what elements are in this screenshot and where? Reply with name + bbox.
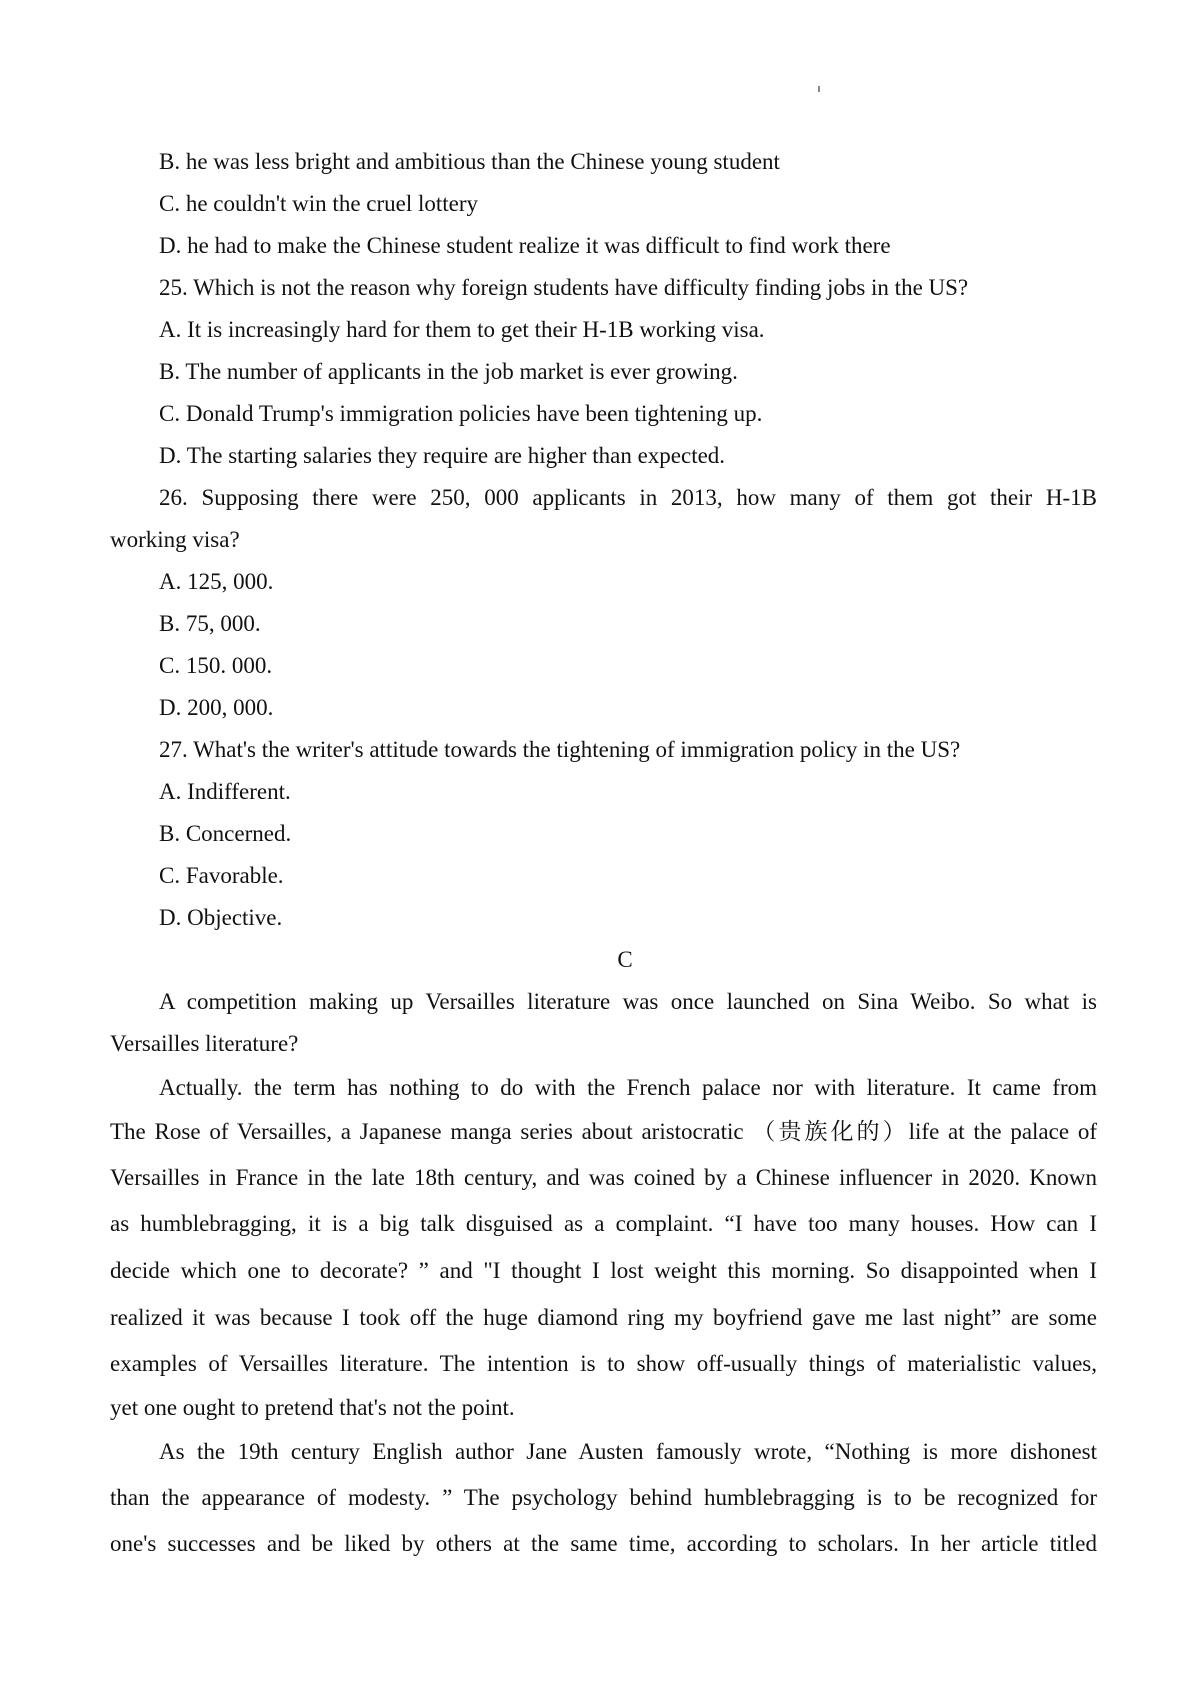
q24-option-d: D. he had to make the Chinese student realize it was difficult to find work there — [159, 233, 891, 258]
passage-line: realized it was because I took off the huge diamond ring my boyfriend gave me last night” are some — [110, 1305, 1097, 1330]
q26-option-b: B. 75, 000. — [159, 611, 261, 636]
q24-option-c: C. he couldn't win the cruel lottery — [159, 191, 479, 216]
passage-line: As the 19th century English author Jane Austen famously wrote, “Nothing is more dishonest — [159, 1439, 1097, 1464]
q25-option-d: D. The starting salaries they require are higher than expected. — [159, 443, 726, 468]
q26-option-d: D. 200, 000. — [159, 695, 274, 720]
q25-question: 25. Which is not the reason why foreign students have difficulty finding jobs in the US? — [159, 275, 969, 300]
q27-option-b: B. Concerned. — [159, 821, 292, 846]
q25-option-c: C. Donald Trump's immigration policies have been tightening up. — [159, 401, 763, 426]
passage-line: examples of Versailles literature. The intention is to show off-usually things of materialistic values, — [110, 1351, 1097, 1376]
passage-line: The Rose of Versailles, a Japanese manga series about aristocratic （贵族化的）life at the palace of — [110, 1119, 1097, 1144]
q27-question: 27. What's the writer's attitude towards the tightening of immigration policy in the US? — [159, 737, 961, 762]
q27-option-d: D. Objective. — [159, 905, 283, 930]
scan-mark — [818, 86, 820, 92]
passage-line: Actually. the term has nothing to do with the French palace nor with literature. It came from — [159, 1075, 1097, 1100]
q26-question-line2: working visa? — [110, 527, 240, 552]
q27-option-a: A. Indifferent. — [159, 779, 291, 804]
q24-option-b: B. he was less bright and ambitious than the Chinese young student — [159, 149, 780, 174]
q27-option-c: C. Favorable. — [159, 863, 284, 888]
q26-option-c: C. 150. 000. — [159, 653, 273, 678]
passage-line: yet one ought to pretend that's not the point. — [110, 1395, 515, 1420]
q25-option-b: B. The number of applicants in the job market is ever growing. — [159, 359, 738, 384]
q26-question-line1: 26. Supposing there were 250, 000 applicants in 2013, how many of them got their H-1B — [159, 485, 1097, 510]
section-heading: C — [617, 947, 633, 972]
passage-line: Versailles literature? — [110, 1031, 299, 1056]
passage-line: one's successes and be liked by others at the same time, according to scholars. In her article titled — [110, 1531, 1097, 1556]
passage-line: decide which one to decorate? ” and "I thought I lost weight this morning. So disappointed when I — [110, 1258, 1097, 1283]
passage-line: A competition making up Versailles literature was once launched on Sina Weibo. So what is — [159, 989, 1097, 1014]
q26-option-a: A. 125, 000. — [159, 569, 274, 594]
q25-option-a: A. It is increasingly hard for them to get their H-1B working visa. — [159, 317, 765, 342]
passage-line: Versailles in France in the late 18th century, and was coined by a Chinese influencer in 2020. Known — [110, 1165, 1097, 1190]
passage-line: as humblebragging, it is a big talk disguised as a complaint. “I have too many houses. How can I — [110, 1211, 1097, 1236]
passage-line: than the appearance of modesty. ” The psychology behind humblebragging is to be recognized for — [110, 1485, 1097, 1510]
